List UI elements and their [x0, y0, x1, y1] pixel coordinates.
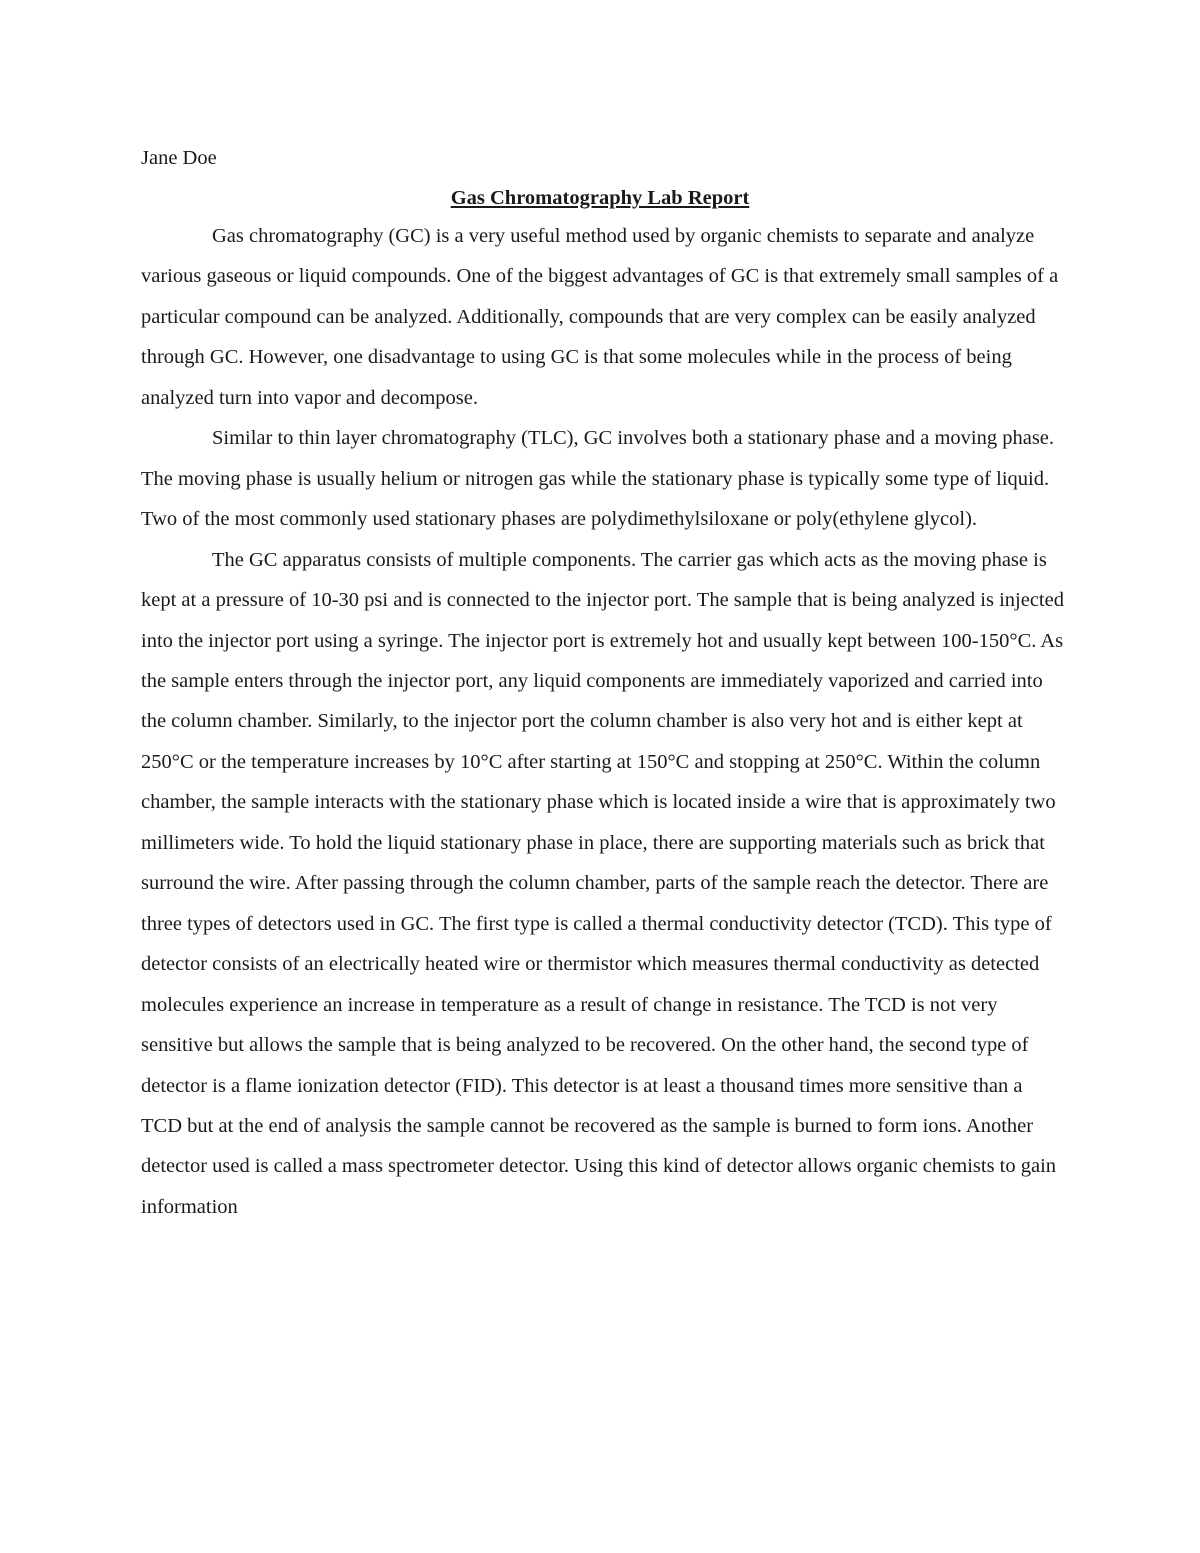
report-body	[141, 216, 1066, 1227]
paragraph-phases: Similar to thin layer chromatography (TLC), GC involves both a stationary phase and a moving phase. The moving phase is usually helium or nitrogen gas while the stationary phase is typically some type of liquid. Two of the most commonly used stationary phases are polydimethylsiloxane or poly(ethylene glycol).	[141, 427, 1055, 531]
report-title: Gas Chromatography Lab Report	[450, 187, 750, 209]
paragraph-intro: Gas chromatography (GC) is a very useful method used by organic chemists to separate and analyze various gaseous or liquid compounds. One of the biggest advantages of GC is that extremely small samples of a particular compound can be analyzed. Additionally, compounds that are very complex can be easily analyzed through GC. However, one disadvantage to using GC is that some molecules while in the process of being analyzed turn into vapor and decompose.	[141, 225, 1059, 409]
paragraph-apparatus: The GC apparatus consists of multiple components. The carrier gas which acts as the moving phase is kept at a pressure of 10-30 psi and is connected to the injector port. The sample that is being analyzed is injected into the injector port using a syringe. The injector port is extremely hot and usually kept between 100-150°C. As the sample enters through the injector port, any liquid components are immediately vaporized and carried into the column chamber. Similarly, to the injector port the column chamber is also very hot and is either kept at 250°C or the temperature increases by 10°C after starting at 150°C and stopping at 250°C. Within the column chamber, the sample interacts with the stationary phase which is located inside a wire that is approximately two millimeters wide. To hold the liquid stationary phase in place, there are supporting materials such as brick that surround the wire. After passing through the column chamber, parts of the sample reach the detector. There are three types of detectors used in GC. The first type is called a thermal conductivity detector (TCD). This type of detector consists of an electrically heated wire or thermistor which measures thermal conductivity as detected molecules experience an increase in temperature as a result of change in resistance. The TCD is not very sensitive but allows the sample that is being analyzed to be recovered. On the other hand, the second type of detector is a flame ionization detector (FID). This detector is at least a thousand times more sensitive than a TCD but at the end of analysis the sample cannot be recovered as the sample is burned to form ions. Another detector used is called a mass spectrometer detector. Using this kind of detector allows organic chemists to gain information	[141, 548, 1064, 1218]
author-name: Jane Doe	[141, 147, 217, 169]
